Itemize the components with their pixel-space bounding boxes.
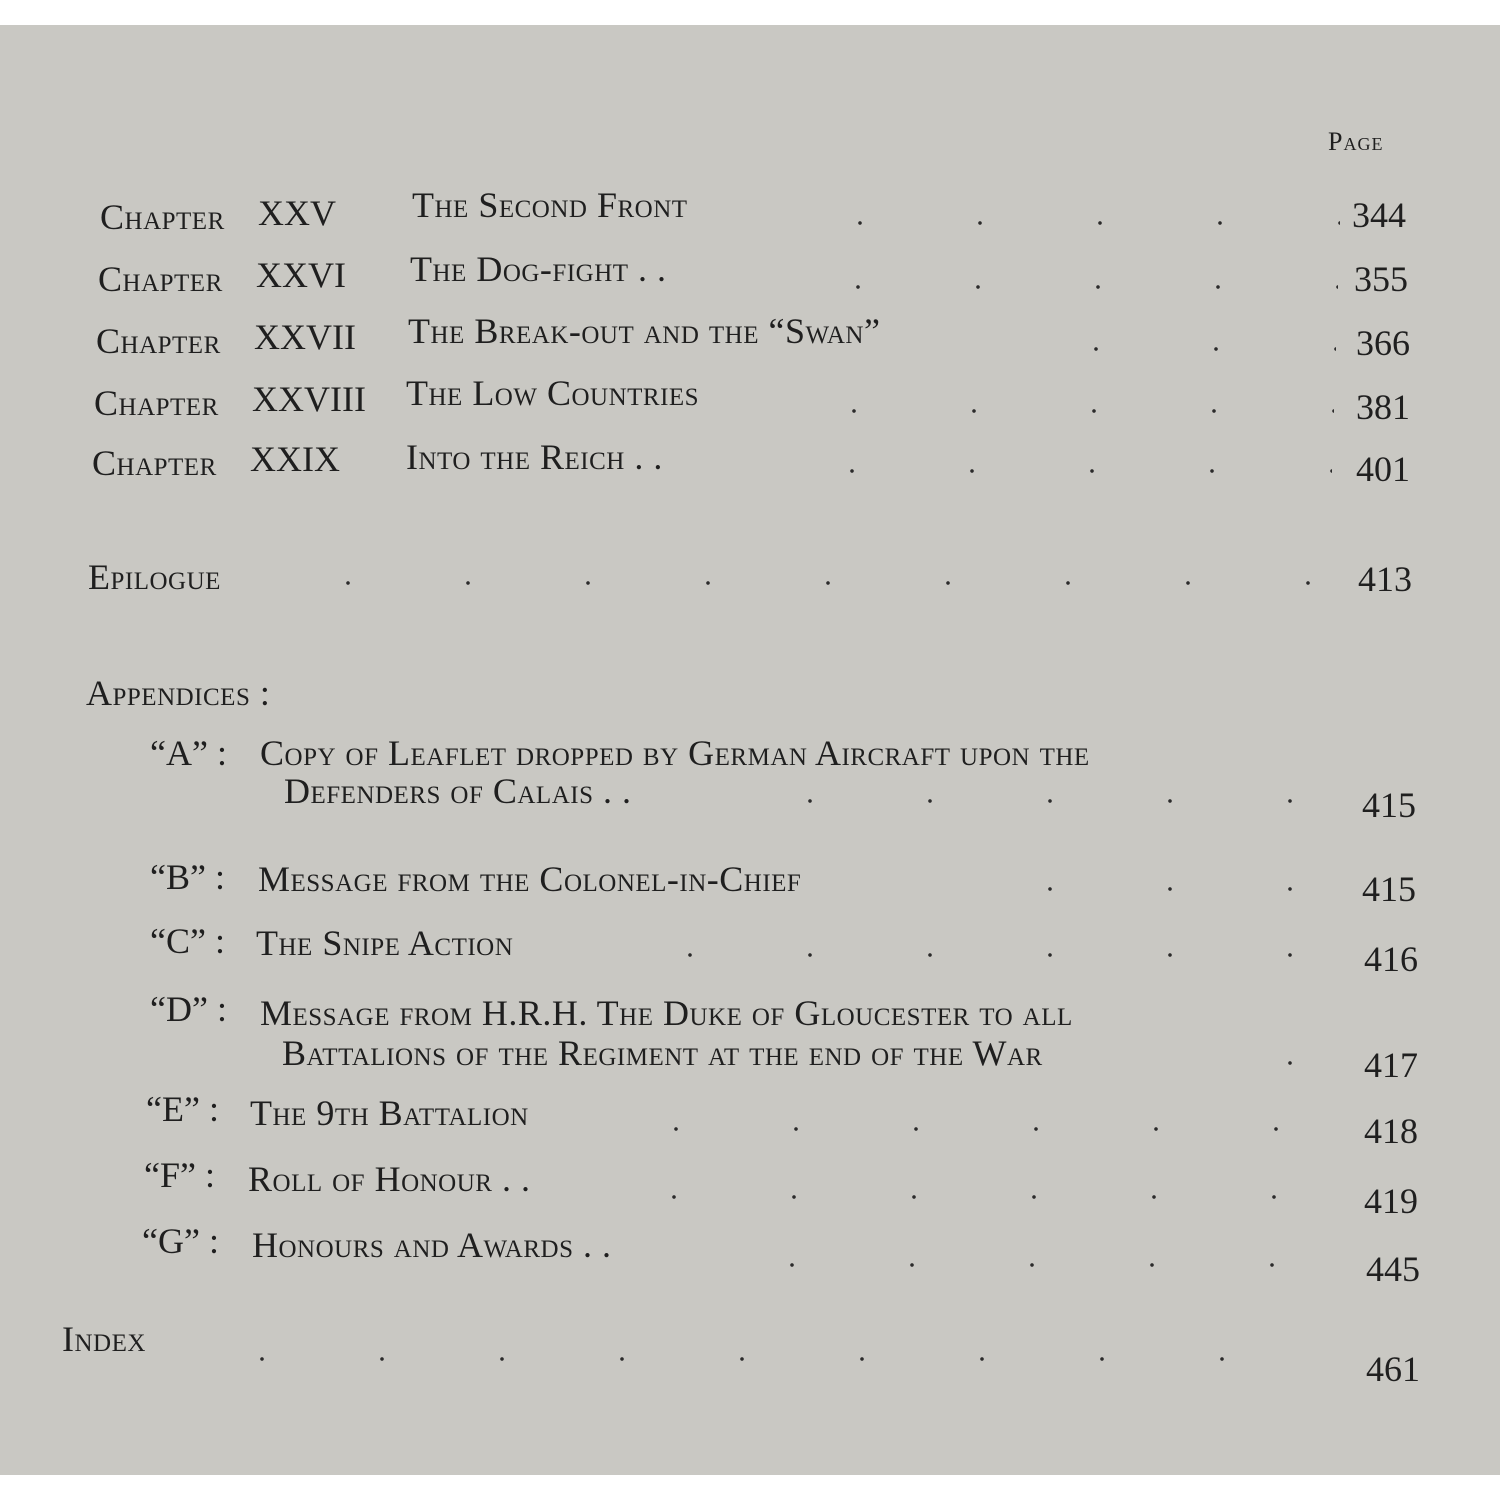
chapter-title: The Second Front <box>412 185 688 225</box>
index-title: Index <box>62 1319 146 1359</box>
epilogue-title: Epilogue <box>88 557 221 597</box>
appendices-heading: Appendices : <box>86 673 271 713</box>
page-number: 381 <box>1356 387 1410 427</box>
toc-row-appendix-d <box>150 989 1430 1085</box>
chapter-label: Chapter <box>96 321 221 361</box>
leader-dots <box>616 1109 1330 1149</box>
chapter-numeral: XXVI <box>256 255 346 295</box>
leader-dots <box>202 1339 1328 1379</box>
leader-dots <box>732 1245 1332 1285</box>
leader-dots <box>288 563 1328 603</box>
page-number: 418 <box>1364 1111 1418 1151</box>
page-number: 413 <box>1358 559 1412 599</box>
chapter-numeral: XXIX <box>250 439 340 479</box>
leader-dots <box>798 267 1338 307</box>
leader-dots <box>614 1177 1328 1217</box>
appendix-title: The 9th Battalion <box>250 1093 529 1133</box>
appendix-title: Message from the Colonel-in-Chief <box>258 859 802 899</box>
leader-dots <box>1036 329 1336 369</box>
page-number: 401 <box>1356 449 1410 489</box>
appendix-title: The Snipe Action <box>256 923 514 963</box>
appendix-title: Honours and Awards . . <box>252 1225 612 1265</box>
page-number: 415 <box>1362 785 1416 825</box>
leader-dots <box>792 451 1332 491</box>
leader-dots <box>800 203 1340 243</box>
page-number: 355 <box>1354 259 1408 299</box>
appendix-key: “E” : <box>146 1089 219 1129</box>
chapter-label: Chapter <box>92 443 217 483</box>
chapter-title: The Break-out and the “Swan” <box>408 311 881 351</box>
appendix-title: Roll of Honour . . <box>248 1159 531 1199</box>
leader-dots <box>1230 1043 1330 1083</box>
chapter-title: The Dog-fight . . <box>410 249 667 289</box>
page-number: 415 <box>1362 869 1416 909</box>
page-number: 366 <box>1356 323 1410 363</box>
page-number: 445 <box>1366 1249 1420 1289</box>
page-number: 344 <box>1352 195 1406 235</box>
page-number: 416 <box>1364 939 1418 979</box>
toc-row-appendix-a <box>150 733 1430 823</box>
chapter-label: Chapter <box>94 383 219 423</box>
chapter-label: Chapter <box>98 259 223 299</box>
appendix-key: “D” : <box>150 989 227 1029</box>
chapter-label: Chapter <box>100 197 225 237</box>
appendix-key: “C” : <box>150 921 225 961</box>
appendix-title-line-2: Battalions of the Regiment at the end of the War <box>282 1033 1043 1073</box>
appendix-key: “A” : <box>150 733 227 773</box>
appendix-key: “B” : <box>150 857 225 897</box>
chapter-title: Into the Reich . . <box>406 437 663 477</box>
chapter-numeral: XXV <box>258 193 336 233</box>
book-page <box>0 25 1500 1475</box>
page-number: 461 <box>1366 1349 1420 1389</box>
appendix-key: “F” : <box>144 1155 215 1195</box>
chapter-title: The Low Countries <box>406 373 700 413</box>
appendix-title-line-2: Defenders of Calais . . <box>284 771 632 811</box>
leader-dots <box>630 935 1330 975</box>
leader-dots <box>750 781 1330 821</box>
leader-dots <box>990 869 1330 909</box>
appendix-key: “G” : <box>142 1221 219 1261</box>
page-number: 419 <box>1364 1181 1418 1221</box>
appendix-title-line-1: Copy of Leaflet dropped by German Aircraft upon the <box>260 733 1090 773</box>
appendix-title-line-1: Message from H.R.H. The Duke of Gloucester to all <box>260 993 1073 1033</box>
leader-dots <box>794 391 1334 431</box>
page-column-heading: Page <box>1328 127 1384 156</box>
page-number: 417 <box>1364 1045 1418 1085</box>
chapter-numeral: XXVIII <box>252 379 366 419</box>
chapter-numeral: XXVII <box>254 317 356 357</box>
